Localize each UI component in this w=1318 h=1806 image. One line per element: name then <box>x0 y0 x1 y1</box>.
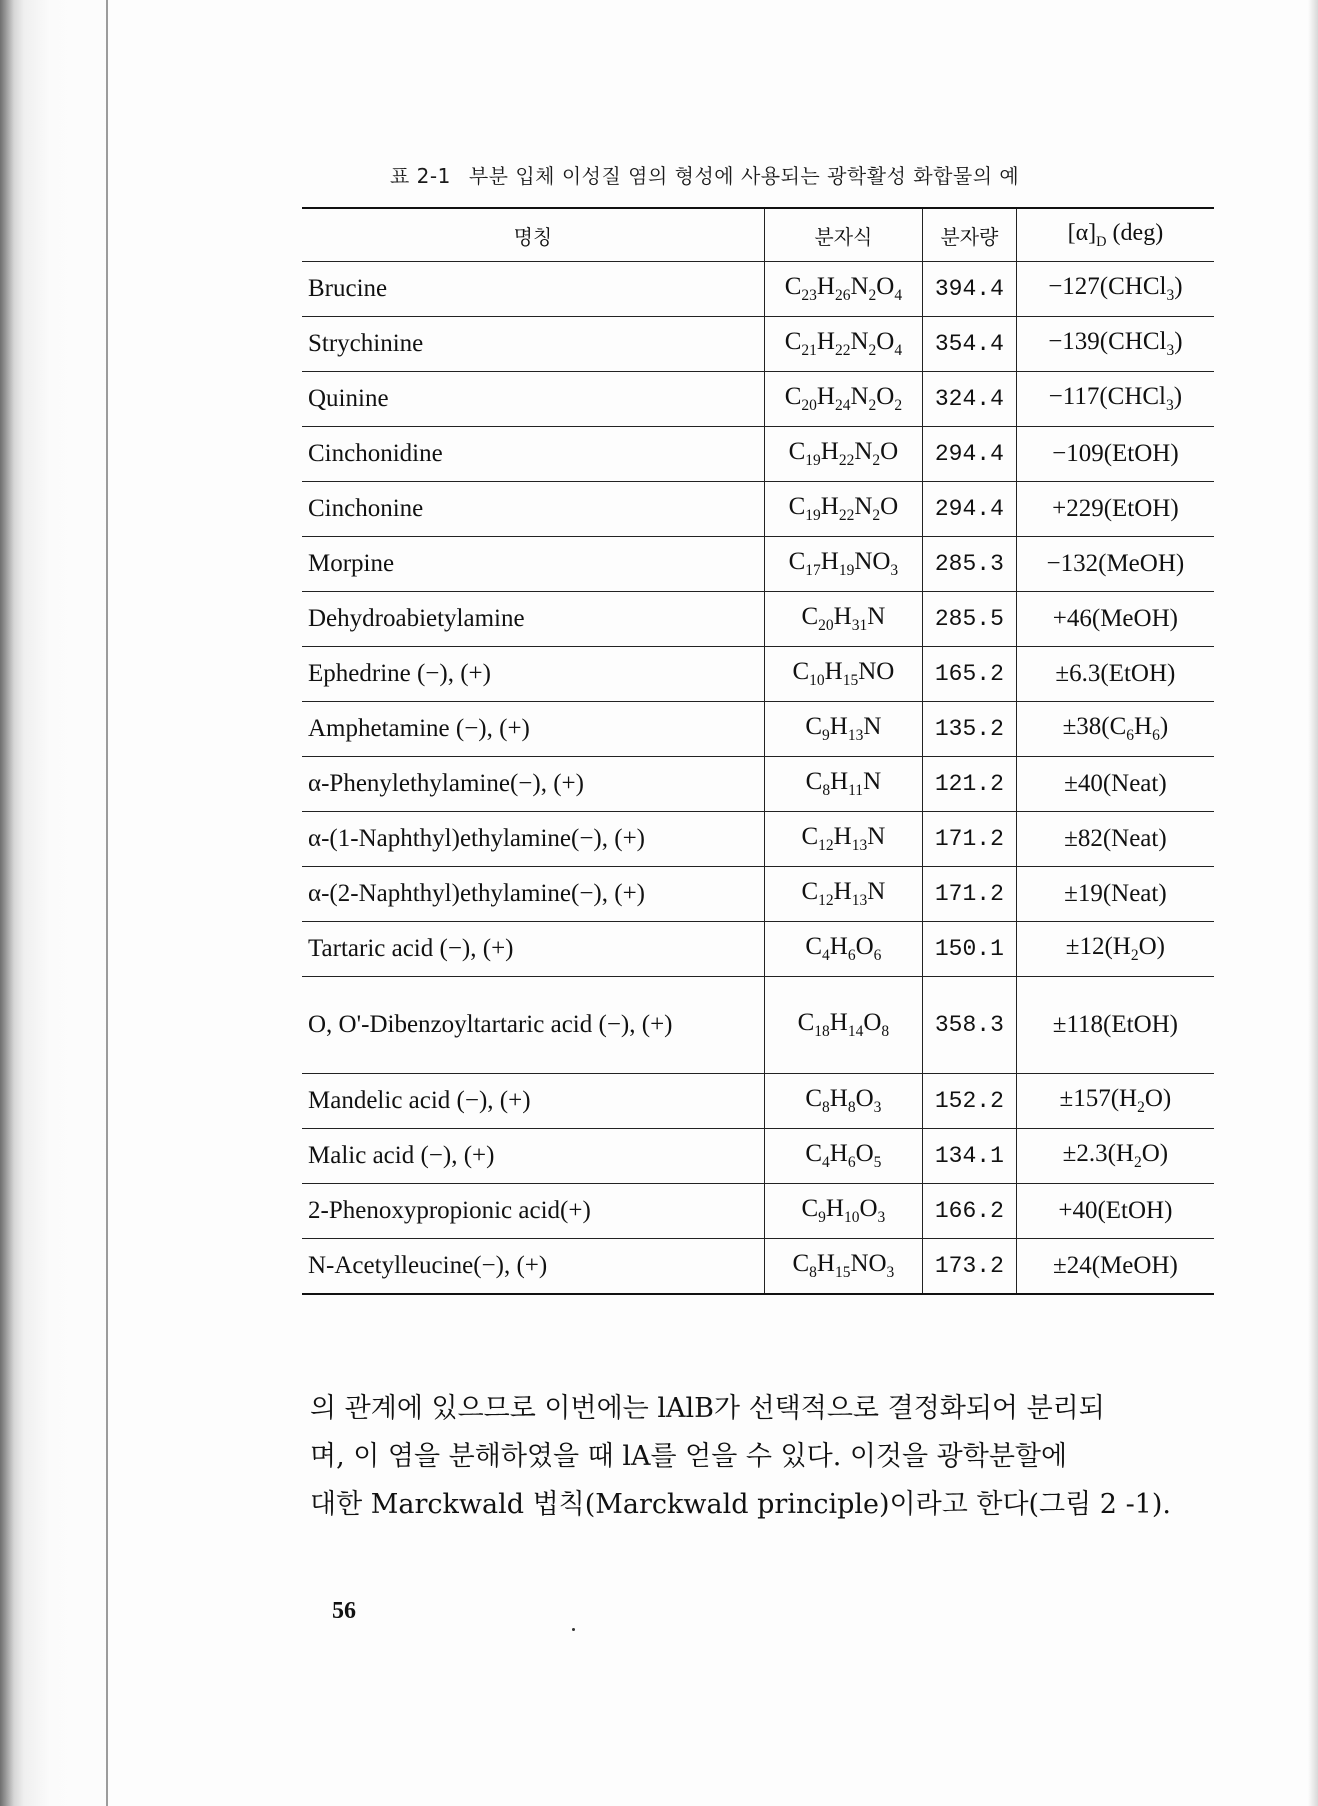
cell-mw: 294.4 <box>922 427 1016 482</box>
cell-formula: $C_{20}H_{31}N$ <box>764 592 922 647</box>
cell-name: Cinchonine <box>302 482 764 537</box>
body-paragraph <box>310 1385 1216 1529</box>
table-row <box>302 1074 1214 1129</box>
cell-name: Brucine <box>302 262 764 317</box>
cell-mw: 324.4 <box>922 372 1016 427</box>
cell-formula: $C_{19}H_{22}N_2O$ <box>764 482 922 537</box>
print-speck <box>572 1628 575 1631</box>
cell-name: Malic acid (−), (+) <box>302 1129 764 1184</box>
spine-line <box>106 0 108 1806</box>
cell-rotation: −132(MeOH) <box>1016 537 1214 592</box>
cell-rotation: +229(EtOH) <box>1016 482 1214 537</box>
table-row <box>302 537 1214 592</box>
cell-mw: 152.2 <box>922 1074 1016 1129</box>
cell-rotation: ±40(Neat) <box>1016 757 1214 812</box>
page-right-edge <box>1308 0 1318 1806</box>
table-body <box>302 262 1214 1295</box>
cell-mw: 294.4 <box>922 482 1016 537</box>
cell-mw: 150.1 <box>922 922 1016 977</box>
cell-name: α-(2-Naphthyl)ethylamine(−), (+) <box>302 867 764 922</box>
table-row <box>302 867 1214 922</box>
cell-formula: $C_{20}H_{24}N_2O_2$ <box>764 372 922 427</box>
cell-rotation: ±24(MeOH) <box>1016 1239 1214 1295</box>
table-row <box>302 647 1214 702</box>
cell-name: Ephedrine (−), (+) <box>302 647 764 702</box>
cell-rotation: $\pm 157(H_2O)$ <box>1016 1074 1214 1129</box>
cell-name: 2-Phenoxypropionic acid(+) <box>302 1184 764 1239</box>
cell-mw: 166.2 <box>922 1184 1016 1239</box>
cell-mw: 394.4 <box>922 262 1016 317</box>
paragraph-line-1: 의 관계에 있으므로 이번에는 lAlB가 선택적으로 결정화되어 분리되 <box>310 1393 1105 1424</box>
cell-formula: $C_4H_6O_6$ <box>764 922 922 977</box>
cell-mw: 135.2 <box>922 702 1016 757</box>
table-row <box>302 702 1214 757</box>
cell-formula: $C_{10}H_{15}NO$ <box>764 647 922 702</box>
header-formula: 분자식 <box>764 208 922 262</box>
header-mw: 분자량 <box>922 208 1016 262</box>
cell-rotation: ±118(EtOH) <box>1016 977 1214 1074</box>
cell-mw: 171.2 <box>922 812 1016 867</box>
cell-name: Tartaric acid (−), (+) <box>302 922 764 977</box>
cell-mw: 358.3 <box>922 977 1016 1074</box>
table-caption <box>390 160 1150 189</box>
cell-mw: 121.2 <box>922 757 1016 812</box>
cell-name: Mandelic acid (−), (+) <box>302 1074 764 1129</box>
cell-name: Amphetamine (−), (+) <box>302 702 764 757</box>
cell-formula: $C_{12}H_{13}N$ <box>764 867 922 922</box>
cell-rotation: +46(MeOH) <box>1016 592 1214 647</box>
cell-formula: $C_9H_{10}O_3$ <box>764 1184 922 1239</box>
cell-name: Morpine <box>302 537 764 592</box>
cell-rotation: $\pm 12(H_2O)$ <box>1016 922 1214 977</box>
table-row <box>302 1184 1214 1239</box>
cell-name: Strychinine <box>302 317 764 372</box>
cell-rotation: −109(EtOH) <box>1016 427 1214 482</box>
cell-name: N-Acetylleucine(−), (+) <box>302 1239 764 1295</box>
cell-formula: $C_{19}H_{22}N_2O$ <box>764 427 922 482</box>
compound-table <box>302 207 1214 1295</box>
table-caption-text: 부분 입체 이성질 염의 형성에 사용되는 광학활성 화합물의 예 <box>468 164 1020 188</box>
cell-formula: $C_8H_{15}NO_3$ <box>764 1239 922 1295</box>
cell-rotation: $\pm 2.3(H_2O)$ <box>1016 1129 1214 1184</box>
cell-name: Cinchonidine <box>302 427 764 482</box>
header-rotation: $[\alpha]_D$ (deg) <box>1016 208 1214 262</box>
table-row <box>302 922 1214 977</box>
table-row <box>302 372 1214 427</box>
cell-mw: 285.5 <box>922 592 1016 647</box>
cell-name: α-(1-Naphthyl)ethylamine(−), (+) <box>302 812 764 867</box>
paragraph-line-3: 대한 Marckwald 법칙(Marckwald principle)이라고 한다(그림 2 -1). <box>310 1489 1171 1520</box>
cell-formula: $C_8H_{11}N$ <box>764 757 922 812</box>
table-row <box>302 482 1214 537</box>
cell-formula: $C_8H_8O_3$ <box>764 1074 922 1129</box>
table-caption-number: 표 2-1 <box>390 164 451 188</box>
cell-rotation: −127(CHCl$_3$) <box>1016 262 1214 317</box>
table-row <box>302 757 1214 812</box>
table-header-row <box>302 208 1214 262</box>
table-row <box>302 977 1214 1074</box>
cell-formula: $C_{17}H_{19}NO_3$ <box>764 537 922 592</box>
cell-formula: $C_9H_{13}N$ <box>764 702 922 757</box>
cell-mw: 354.4 <box>922 317 1016 372</box>
paragraph-line-2: 며, 이 염을 분해하였을 때 lA를 얻을 수 있다. 이것을 광학분할에 <box>310 1441 1068 1472</box>
cell-name: O, O'-Dibenzoyltartaric acid (−), (+) <box>302 977 764 1074</box>
cell-rotation: ±6.3(EtOH) <box>1016 647 1214 702</box>
table-row <box>302 812 1214 867</box>
cell-rotation: ±19(Neat) <box>1016 867 1214 922</box>
cell-formula: $C_{18}H_{14}O_8$ <box>764 977 922 1074</box>
cell-formula: $C_4H_6O_5$ <box>764 1129 922 1184</box>
cell-rotation: −117(CHCl$_3$) <box>1016 372 1214 427</box>
cell-name: Dehydroabietylamine <box>302 592 764 647</box>
table-row <box>302 262 1214 317</box>
page-number: 56 <box>332 1598 356 1624</box>
cell-name: α-Phenylethylamine(−), (+) <box>302 757 764 812</box>
cell-mw: 171.2 <box>922 867 1016 922</box>
cell-mw: 173.2 <box>922 1239 1016 1295</box>
cell-rotation: +40(EtOH) <box>1016 1184 1214 1239</box>
cell-mw: 134.1 <box>922 1129 1016 1184</box>
cell-rotation: ±82(Neat) <box>1016 812 1214 867</box>
table-row <box>302 427 1214 482</box>
cell-mw: 165.2 <box>922 647 1016 702</box>
table-row <box>302 592 1214 647</box>
cell-mw: 285.3 <box>922 537 1016 592</box>
table-row <box>302 1129 1214 1184</box>
cell-formula: $C_{12}H_{13}N$ <box>764 812 922 867</box>
cell-rotation: −139(CHCl$_3$) <box>1016 317 1214 372</box>
cell-formula: $C_{21}H_{22}N_2O_4$ <box>764 317 922 372</box>
table-row <box>302 1239 1214 1295</box>
cell-rotation: $\pm 38(C_6H_6)$ <box>1016 702 1214 757</box>
spine-shadow <box>0 0 120 1806</box>
cell-name: Quinine <box>302 372 764 427</box>
cell-formula: $C_{23}H_{26}N_2O_4$ <box>764 262 922 317</box>
header-name: 명칭 <box>302 208 764 262</box>
table-row <box>302 317 1214 372</box>
